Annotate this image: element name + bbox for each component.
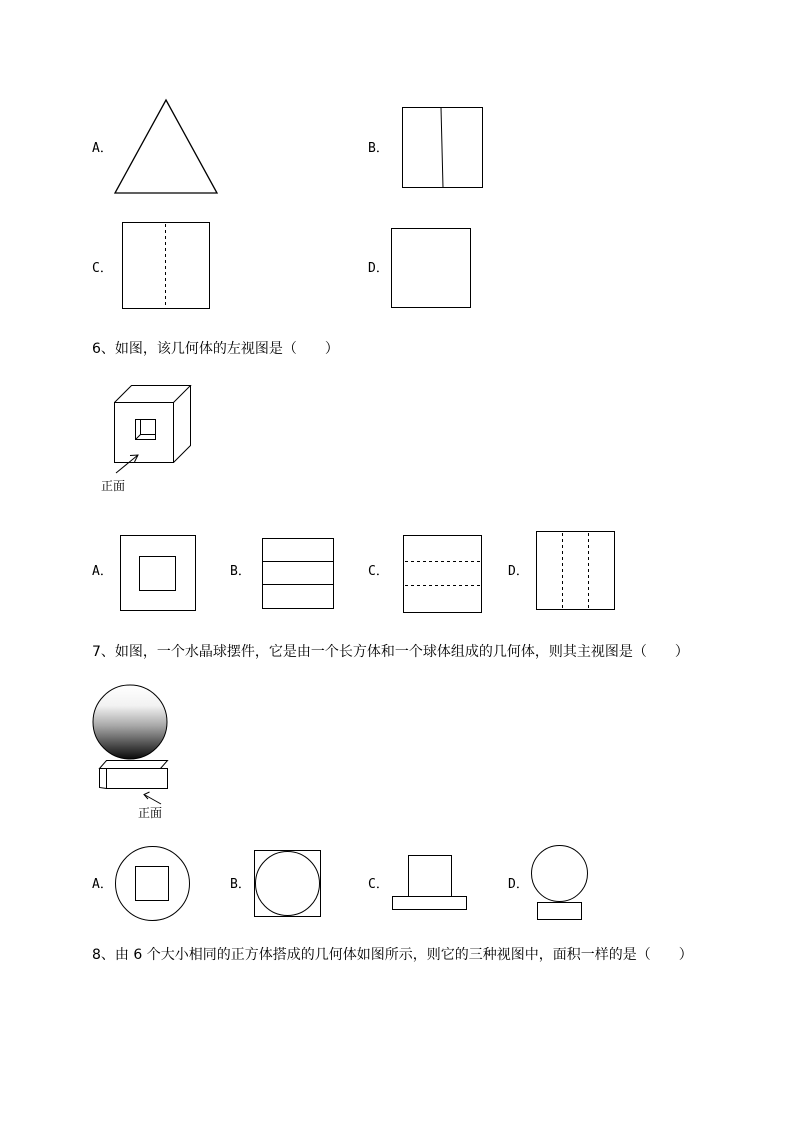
q6-front-caption: 正面 [101, 479, 126, 493]
q6-option-b-figure [260, 536, 336, 612]
q7-option-b-figure [252, 848, 324, 920]
q5-option-a-label: A． [92, 141, 113, 156]
q5-option-b-label: B． [368, 141, 389, 156]
q5-option-a-triangle [110, 96, 225, 198]
q7-question-text: 7、如图，一个水晶球摆件，它是由一个长方体和一个球体组成的几何体，则其主视图是（ ） [92, 644, 689, 660]
q5-option-c-figure [120, 220, 214, 312]
q5-option-d-figure [389, 226, 475, 310]
q6-solid-figure [100, 380, 200, 470]
q7-front-caption: 正面 [138, 806, 163, 820]
q8-question-text: 8、由 6 个大小相同的正方体搭成的几何体如图所示，则它的三种视图中，面积一样的是（ ） [92, 947, 693, 963]
q6-option-c-figure [401, 533, 485, 615]
q7-option-d-figure [528, 843, 594, 923]
q7-option-c-label: C． [368, 877, 389, 892]
q7-option-c-figure [390, 853, 470, 913]
q6-question-text: 6、如图，该几何体的左视图是（ ） [92, 341, 339, 357]
q5-option-b-figure [400, 105, 486, 191]
q5-option-d-label: D． [368, 261, 389, 276]
q6-option-d-figure [534, 529, 618, 613]
q7-option-d-label: D． [508, 877, 529, 892]
q6-option-a-figure [118, 533, 198, 613]
q5-option-c-label: C． [92, 261, 113, 276]
q6-option-c-label: C． [368, 564, 389, 579]
q6-option-d-label: D． [508, 564, 529, 579]
q7-crystal-ball-figure [90, 683, 176, 803]
q7-option-a-label: A． [92, 877, 113, 892]
q7-option-b-label: B． [230, 877, 251, 892]
q6-option-b-label: B． [230, 564, 251, 579]
q6-option-a-label: A． [92, 564, 113, 579]
q7-option-a-figure [112, 843, 194, 925]
